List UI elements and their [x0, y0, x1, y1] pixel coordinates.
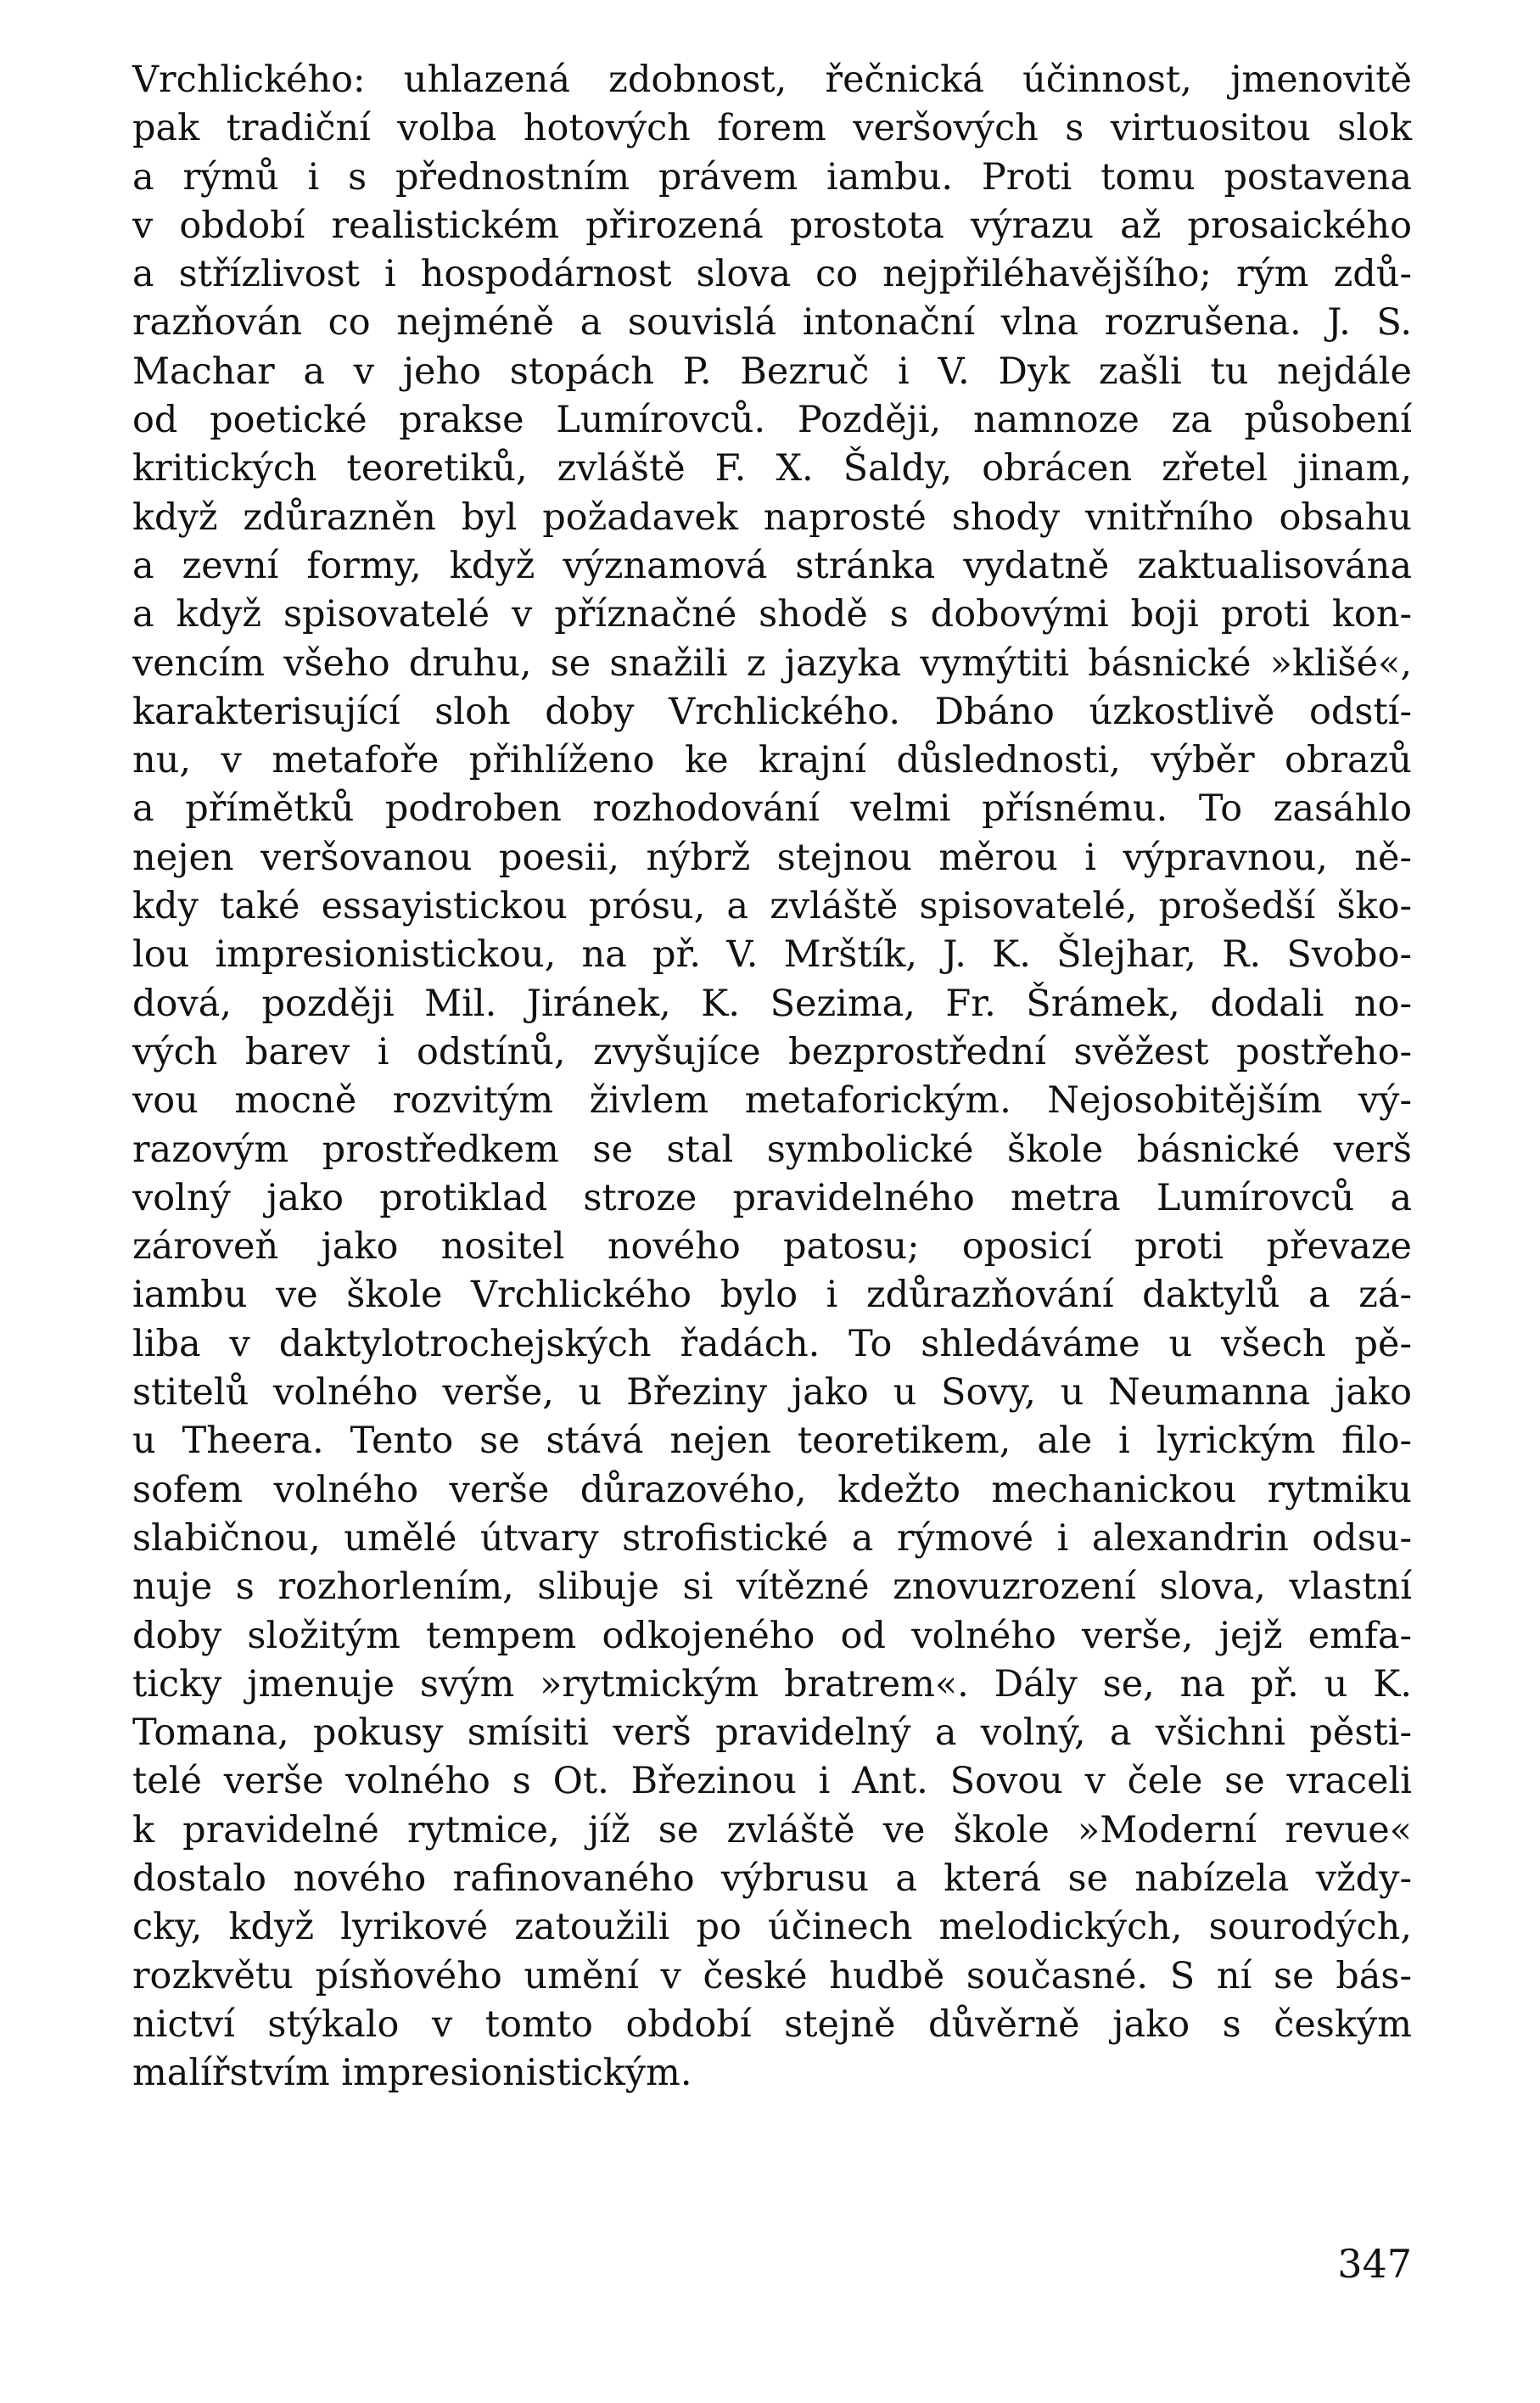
text-line: cky, když lyrikové zatoužili po účinech melodických, sourodých,	[132, 1906, 1412, 1949]
text-line: a zevní formy, když významová stránka vydatně zaktualisována	[132, 544, 1412, 587]
text-line: od poetické prakse Lumírovců. Později, namnoze za působení	[132, 399, 1412, 442]
body-text	[132, 56, 1412, 2098]
text-line: ticky jmenuje svým »rytmickým bratrem«. Dály se, na př. u K.	[132, 1662, 1412, 1706]
text-line: razňován co nejméně a souvislá intonační vlna rozrušena. J. S.	[132, 301, 1412, 344]
text-line: dová, později Mil. Jiránek, K. Sezima, Fr. Šrámek, dodali no-	[132, 982, 1412, 1025]
text-line: pak tradiční volba hotových forem veršových s virtuositou slok	[132, 107, 1412, 150]
text-line: vencím všeho druhu, se snažili z jazyka vymýtiti básnické »klišé«,	[132, 641, 1412, 685]
text-line: dostalo nového rafinovaného výbrusu a která se nabízela vždy-	[132, 1857, 1412, 1900]
text-line: rozkvětu písňového umění v české hudbě současné. S ní se bás-	[132, 1954, 1412, 1997]
text-line: kritických teoretiků, zvláště F. X. Šaldy, obrácen zřetel jinam,	[132, 447, 1412, 490]
text-line: vých barev i odstínů, zvyšujíce bezprostřední svěžest postřeho-	[132, 1030, 1412, 1073]
text-line: telé verše volného s Ot. Březinou i Ant. Sovou v čele se vraceli	[132, 1760, 1412, 1803]
text-line: razovým prostředkem se stal symbolické škole básnické verš	[132, 1128, 1412, 1171]
text-line: a přímětků podroben rozhodování velmi přísnému. To zasáhlo	[132, 787, 1412, 831]
text-line: kdy také essayistickou prósu, a zvláště spisovatelé, prošedší ško-	[132, 885, 1412, 928]
text-line: a rýmů i s přednostním právem iambu. Proti tomu postavena	[132, 155, 1412, 199]
text-line: zároveň jako nositel nového patosu; oposicí proti převaze	[132, 1225, 1412, 1269]
text-line: doby složitým tempem odkojeného od volného verše, jejž emfa-	[132, 1614, 1412, 1657]
text-line: stitelů volného verše, u Březiny jako u Sovy, u Neumanna jako	[132, 1371, 1412, 1414]
text-line: Machar a v jeho stopách P. Bezruč i V. Dyk zašli tu nejdále	[132, 350, 1412, 393]
text-line: nictví stýkalo v tomto období stejně důvěrně jako s českým	[132, 2002, 1412, 2046]
text-line: volný jako protiklad stroze pravidelného metra Lumírovců a	[132, 1176, 1412, 1219]
text-line: v období realistickém přirozená prostota výrazu až prosaického	[132, 204, 1412, 247]
text-line: malířstvím impresionistickým.	[132, 2052, 692, 2095]
text-line: u Theera. Tento se stává nejen teoretikem, ale i lyrickým filo-	[132, 1420, 1412, 1463]
text-line: karakterisující sloh doby Vrchlického. Dbáno úzkostlivě odstí-	[132, 690, 1412, 733]
text-line: a když spisovatelé v příznačné shodě s dobovými boji proti kon-	[132, 593, 1412, 636]
text-line: Tomana, pokusy smísiti verš pravidelný a volný, a všichni pěsti-	[132, 1711, 1412, 1755]
text-line: Vrchlického: uhlazená zdobnost, řečnická účinnost, jmenovitě	[132, 59, 1412, 101]
text-line: liba v daktylotrochejských řadách. To shledáváme u všech pě-	[132, 1322, 1412, 1365]
text-line: a střízlivost i hospodárnost slova co nejpřiléhavějšího; rým zdů-	[132, 253, 1412, 296]
text-line: lou impresionistickou, na př. V. Mrštík, J. K. Šlejhar, R. Svobo-	[132, 933, 1412, 977]
text-line: sofem volného verše důrazového, kdežto mechanickou rytmiku	[132, 1468, 1412, 1511]
text-line: vou mocně rozvitým živlem metaforickým. Nejosobitějším vý-	[132, 1079, 1412, 1123]
text-line: nu, v metafoře přihlíženo ke krajní důslednosti, výběr obrazů	[132, 739, 1412, 782]
text-line: k pravidelné rytmice, jíž se zvláště ve škole »Moderní revue«	[132, 1808, 1412, 1851]
page-number: 347	[1337, 2241, 1412, 2287]
text-line: slabičnou, umělé útvary strofistické a rýmové i alexandrin odsu-	[132, 1516, 1412, 1560]
text-line: nejen veršovanou poesii, nýbrž stejnou měrou i výpravnou, ně-	[132, 836, 1412, 879]
text-line: iambu ve škole Vrchlického bylo i zdůrazňování daktylů a zá-	[132, 1274, 1412, 1317]
text-line: nuje s rozhorlením, slibuje si vítězné znovuzrození slova, vlastní	[132, 1566, 1412, 1609]
text-line: když zdůrazněn byl požadavek naprosté shody vnitřního obsahu	[132, 496, 1412, 539]
